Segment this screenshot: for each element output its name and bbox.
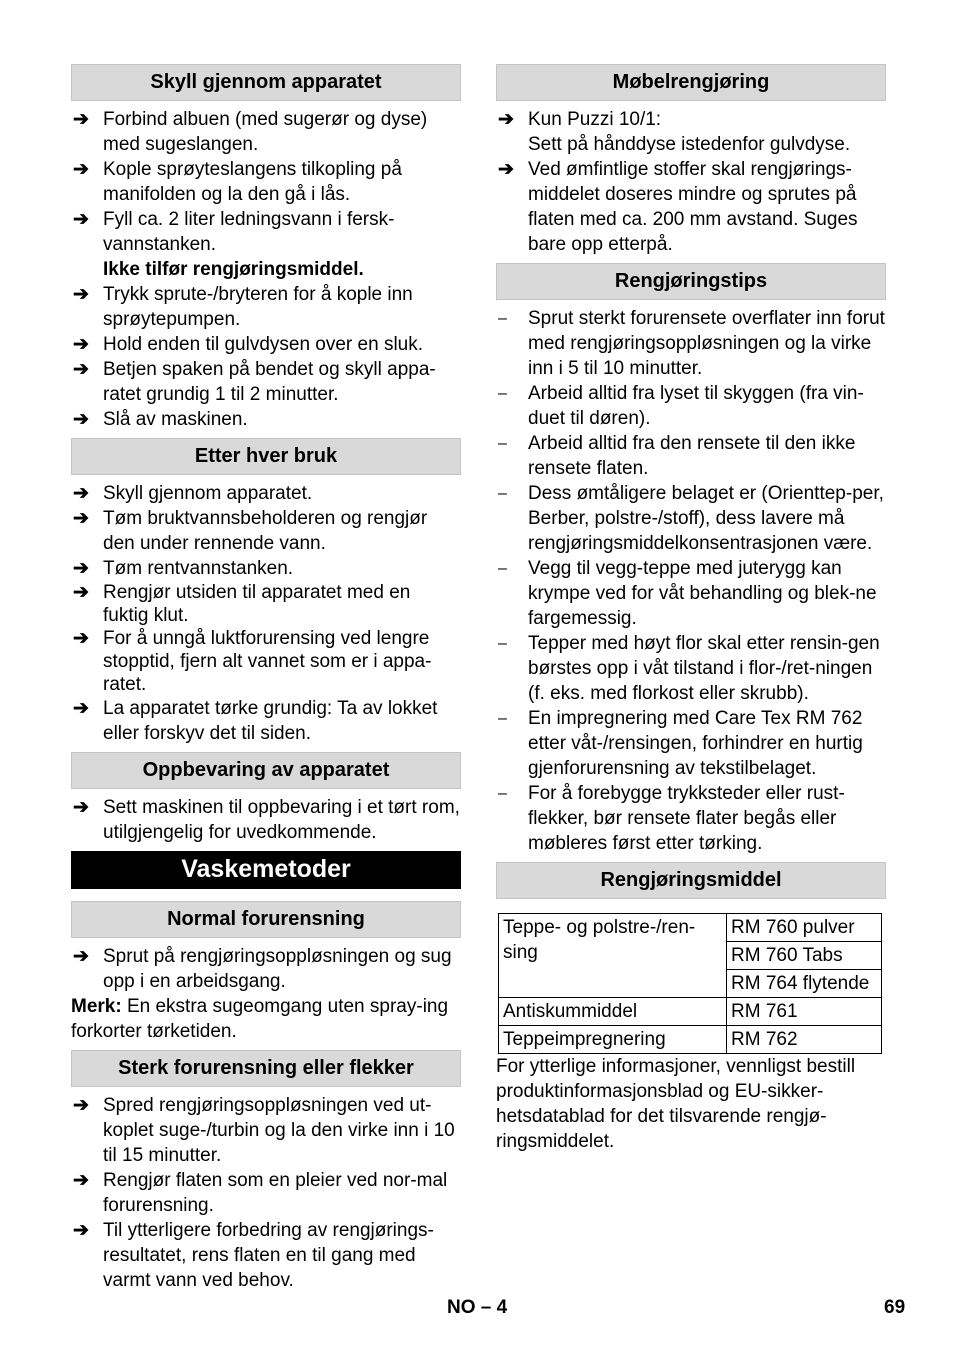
arrow-icon: ➔	[73, 582, 89, 603]
table-cell: Teppeimpregnering	[499, 1026, 727, 1054]
section-heading-heavy-soiling: Sterk forurensning eller flekker	[71, 1050, 461, 1087]
list-item: ➔ Spred rengjøringsoppløsningen ved ut-koplet suge-/turbin og la den virke inn i 10 til 15 minutter.	[73, 1095, 455, 1166]
list-item: ➔ Rengjør flaten som en pleier ved nor-mal forurensning.	[73, 1170, 448, 1216]
language-page-label: NO – 4	[447, 1297, 508, 1318]
list-item: ➔ Hold enden til gulvdysen over en sluk.	[73, 334, 424, 355]
dash-icon: –	[498, 560, 507, 577]
list-item: ➔ Slå av maskinen.	[73, 409, 248, 430]
detergent-table	[498, 913, 882, 1054]
list-item: ➔ Betjen spaken på bendet og skyll appa-ratet grundig 1 til 2 minutter.	[73, 359, 436, 405]
section-heading-cleaning-tips: Rengjøringstips	[496, 263, 886, 300]
arrow-icon: ➔	[73, 209, 89, 230]
arrow-icon: ➔	[73, 159, 89, 180]
arrow-icon: ➔	[73, 698, 89, 719]
table-row	[499, 914, 882, 942]
list-item: – En impregnering med Care Tex RM 762 etter våt-/rensingen, forhindrer en hurtig gjenforurensning av tekstilbelaget.	[498, 708, 863, 779]
list-item: ➔ Fyll ca. 2 liter ledningsvann i fersk-vannstanken.	[73, 209, 395, 255]
list-item: ➔ Sett maskinen til oppbevaring i et tørt rom, utilgjengelig for uvedkommende.	[73, 797, 460, 843]
arrow-icon: ➔	[73, 109, 89, 130]
after-use-steps	[71, 481, 461, 746]
dash-icon: –	[498, 785, 507, 802]
arrow-icon: ➔	[498, 159, 514, 180]
list-item: ➔ Til ytterligere forbedring av rengjørings-resultatet, rens flaten en til gang med varmt vann ved behov.	[73, 1220, 434, 1291]
sub-step: Sett på hånddyse istedenfor gulvdyse.	[528, 134, 851, 155]
list-item: – Vegg til vegg-teppe med juterygg kan krympe ved for våt behandling og blek-ne fargemessig.	[498, 558, 877, 629]
table-cell: RM 761	[727, 998, 882, 1026]
section-heading-rinse: Skyll gjennom apparatet	[71, 64, 461, 101]
cleaning-tips	[496, 306, 886, 856]
left-column	[71, 64, 461, 1299]
list-item: ➔ Kun Puzzi 10/1: Sett på hånddyse istedenfor gulvdyse.	[498, 109, 851, 155]
section-heading-detergents: Rengjøringsmiddel	[496, 862, 886, 899]
dash-icon: –	[498, 310, 507, 327]
section-heading-normal-soiling: Normal forurensning	[71, 901, 461, 938]
table-cell: RM 760 pulver	[727, 914, 882, 942]
list-item: – Dess ømtåligere belaget er (Orienttep-per, Berber, polstre-/stoff), dess lavere må rengjøringsmiddelkonsentrasjonen være.	[498, 483, 884, 554]
list-item: ➔ Forbind albuen (med sugerør og dyse) med sugeslangen.	[73, 109, 428, 155]
dash-icon: –	[498, 385, 507, 402]
table-cell: Teppe- og polstre-/ren-sing	[499, 914, 727, 998]
arrow-icon: ➔	[73, 1220, 89, 1241]
list-item: ➔ La apparatet tørke grundig: Ta av lokket eller forskyv det til siden.	[73, 698, 438, 744]
heavy-soiling-steps	[71, 1093, 461, 1293]
normal-soiling-steps	[71, 944, 461, 994]
list-item: ➔ Trykk sprute-/bryteren for å kople inn sprøytepumpen.	[73, 284, 413, 330]
rinse-steps-2	[71, 282, 461, 432]
list-item: ➔ For å unngå luktforurensing ved lengre stopptid, fjern alt vannet som er i appa-ratet.	[73, 628, 432, 695]
dash-icon: –	[498, 485, 507, 502]
arrow-icon: ➔	[73, 483, 89, 504]
info-paragraph: For ytterlige informasjoner, vennligst bestill produktinformasjonsblad og EU-sikker-hetsdatablad for det tilsvarende rengjø-ringsmiddelet.	[496, 1056, 856, 1152]
table-cell: Antiskummiddel	[499, 998, 727, 1026]
list-item: ➔ Ved ømfintlige stoffer skal rengjørings-middelet doseres mindre og sprutes på flaten med ca. 200 mm avstand. Suges bare opp etterpå.	[498, 159, 858, 255]
list-item: – Sprut sterkt forurensete overflater inn forut med rengjøringsoppløsningen og la virke inn i 5 til 10 minutter.	[498, 308, 885, 379]
note-text: Merk: En ekstra sugeomgang uten spray-ing forkorter tørketiden.	[71, 996, 449, 1042]
section-heading-after-use: Etter hver bruk	[71, 438, 461, 475]
arrow-icon: ➔	[73, 946, 89, 967]
dash-icon: –	[498, 710, 507, 727]
list-item: – Tepper med høyt flor skal etter rensin-gen børstes opp i våt tilstand i flor-/ret-ningen (f. eks. med florkost eller skrubb).	[498, 633, 880, 704]
list-item: ➔ Rengjør utsiden til apparatet med en fuktig klut.	[73, 582, 411, 626]
furniture-steps	[496, 107, 886, 257]
dash-icon: –	[498, 435, 507, 452]
table-row	[499, 998, 882, 1026]
chapter-heading-cleaning-methods: Vaskemetoder	[71, 851, 461, 889]
list-item: – Arbeid alltid fra lyset til skyggen (fra vin-duet til døren).	[498, 383, 864, 429]
rinse-steps	[71, 107, 461, 257]
table-cell: RM 760 Tabs	[727, 942, 882, 970]
arrow-icon: ➔	[73, 797, 89, 818]
arrow-icon: ➔	[73, 334, 89, 355]
arrow-icon: ➔	[73, 508, 89, 529]
list-item: ➔ Skyll gjennom apparatet.	[73, 483, 313, 504]
table-cell: RM 762	[727, 1026, 882, 1054]
list-item: ➔ Tøm rentvannstanken.	[73, 558, 294, 579]
arrow-icon: ➔	[73, 1170, 89, 1191]
arrow-icon: ➔	[73, 558, 89, 579]
list-item: – Arbeid alltid fra den rensete til den ikke rensete flaten.	[498, 433, 856, 479]
list-item: ➔ Kople sprøyteslangens tilkopling på manifolden og la den gå i lås.	[73, 159, 402, 205]
arrow-icon: ➔	[498, 109, 514, 130]
list-item: ➔ Sprut på rengjøringsoppløsningen og sug opp i en arbeidsgang.	[73, 946, 452, 992]
table-cell: RM 764 flytende	[727, 970, 882, 998]
table-row	[499, 1026, 882, 1054]
arrow-icon: ➔	[73, 409, 89, 430]
right-column	[496, 64, 886, 1154]
arrow-icon: ➔	[73, 628, 89, 649]
list-item: ➔ Tøm bruktvannsbeholderen og rengjør den under rennende vann.	[73, 508, 428, 554]
section-heading-furniture: Møbelrengjøring	[496, 64, 886, 101]
section-heading-storage: Oppbevaring av apparatet	[71, 752, 461, 789]
arrow-icon: ➔	[73, 359, 89, 380]
page-number: 69	[884, 1297, 906, 1318]
arrow-icon: ➔	[73, 1095, 89, 1116]
list-item: – For å forebygge trykksteder eller rust-flekker, bør rensete flater begås eller møbleres først etter tørking.	[498, 783, 845, 854]
detergent-warning: Ikke tilfør rengjøringsmiddel.	[103, 259, 364, 280]
storage-steps	[71, 795, 461, 845]
dash-icon: –	[498, 635, 507, 652]
arrow-icon: ➔	[73, 284, 89, 305]
